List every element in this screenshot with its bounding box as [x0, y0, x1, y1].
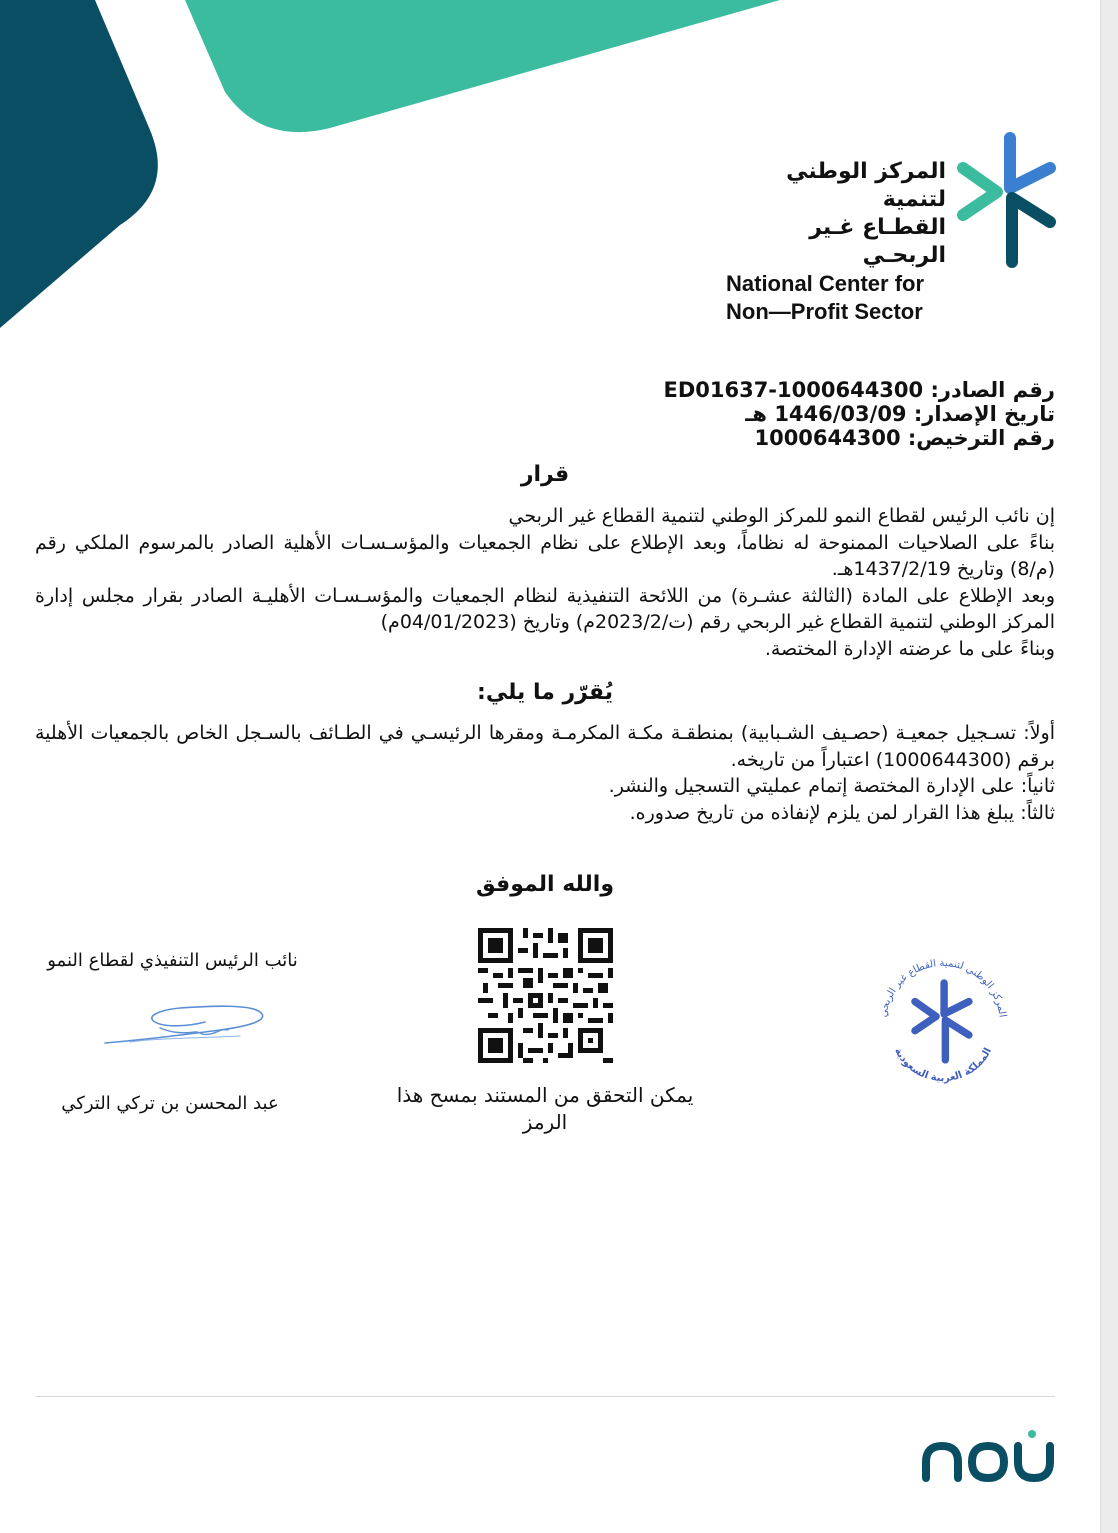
decorative-corner-shapes	[0, 0, 800, 340]
issue-number-row	[663, 378, 1055, 402]
decision-body	[35, 503, 1055, 662]
decision-paragraph: إن نائب الرئيس لقطاع النمو للمركز الوطني لتنمية القطاع غير الربحي	[508, 505, 1055, 527]
org-name-en-line1: National Center for	[726, 271, 925, 296]
org-name-ar-line2: القطـاع غـير الربحـي	[809, 215, 946, 268]
ncnp-arrows-logo-icon	[955, 130, 1060, 270]
license-number-label: رقم الترخيص:	[907, 426, 1055, 450]
closing-text: والله الموفق	[475, 872, 615, 897]
resolution-item: ثانياً: على الإدارة المختصة إتمام عمليتي التسجيل والنشر.	[608, 775, 1055, 797]
mint-shape	[185, 0, 780, 132]
issue-number-label: رقم الصادر:	[930, 378, 1055, 402]
decision-paragraph: بناءً على الصلاحيات الممنوحة له نظاماً، وبعد الإطلاع على نظام الجمعيات والمؤسـسـات الأهلية الصادر بالمرسوم الملكي رقم (م/8) وتاريخ 1437/2/19هـ.	[35, 531, 1055, 580]
org-name-en-line2: Non—Profit Sector	[726, 299, 923, 324]
resolution-item: ثالثاً: يبلغ هذا القرار لمن يلزم لإنفاذه من تاريخ صدوره.	[629, 801, 1055, 824]
license-number-row	[663, 426, 1055, 450]
dark-teal-shape	[0, 0, 158, 328]
issue-date-label: تاريخ الإصدار:	[913, 402, 1055, 426]
document-meta	[663, 378, 1055, 450]
signatory-name: عبد المحسن بن تركي التركي	[61, 1093, 279, 1114]
decision-paragraph: وبعد الإطلاع على المادة (الثالثة عشـرة) من اللائحة التنفيذية لنظام الجمعيات والمؤسـسـات الأهليـة الصادر بقرار مجلس إدارة المركز الوطني لتنمية القطاع غير الربحي رقم (ت/2023/2م) وتاريخ (04/01/2023م)	[35, 584, 1055, 633]
signatory-title: نائب الرئيس التنفيذي لقطاع النمو	[47, 950, 298, 971]
issue-number-value: ED01637-1000644300	[663, 378, 924, 402]
issue-date-row	[663, 402, 1055, 426]
scrollbar-track[interactable]	[1100, 0, 1118, 1533]
resolution-body	[35, 720, 1055, 826]
stamp-bottom-text: المملكة العربية السعودية	[892, 1046, 994, 1085]
issue-date-value: 1446/03/09 هـ	[745, 402, 907, 426]
decision-paragraph: وبناءً على ما عرضته الإدارة المختصة.	[764, 637, 1055, 660]
verification-caption: يمكن التحقق من المستند بمسح هذا الرمز	[396, 1083, 694, 1134]
license-number-value: 1000644300	[754, 426, 901, 450]
resolution-item: أولاً: تسـجيل جمعيـة (حصـيف الشـبابية) بمنطقـة مكـة المكرمـة ومقرها الرئيسـي في الطـائف بالسـجل الخاص بالجمعيات الأهلية برقم (1000644300) اعتباراً من تاريخه.	[35, 722, 1055, 771]
decision-title: قرار	[520, 462, 570, 487]
noon-logo-icon	[918, 1428, 1058, 1488]
resolution-title: يُقرّر ما يلي:	[477, 680, 613, 705]
official-stamp-icon	[868, 948, 1018, 1098]
org-name-ar-line1: المركز الوطني لتنمية	[786, 159, 946, 212]
organization-name	[726, 158, 946, 326]
footer-divider	[35, 1396, 1055, 1397]
handwritten-signature-icon	[100, 998, 275, 1053]
qr-code-icon[interactable]	[478, 928, 613, 1063]
stamp-top-text: المركز الوطني لتنمية القطاع غير الربحي	[878, 957, 1008, 1019]
